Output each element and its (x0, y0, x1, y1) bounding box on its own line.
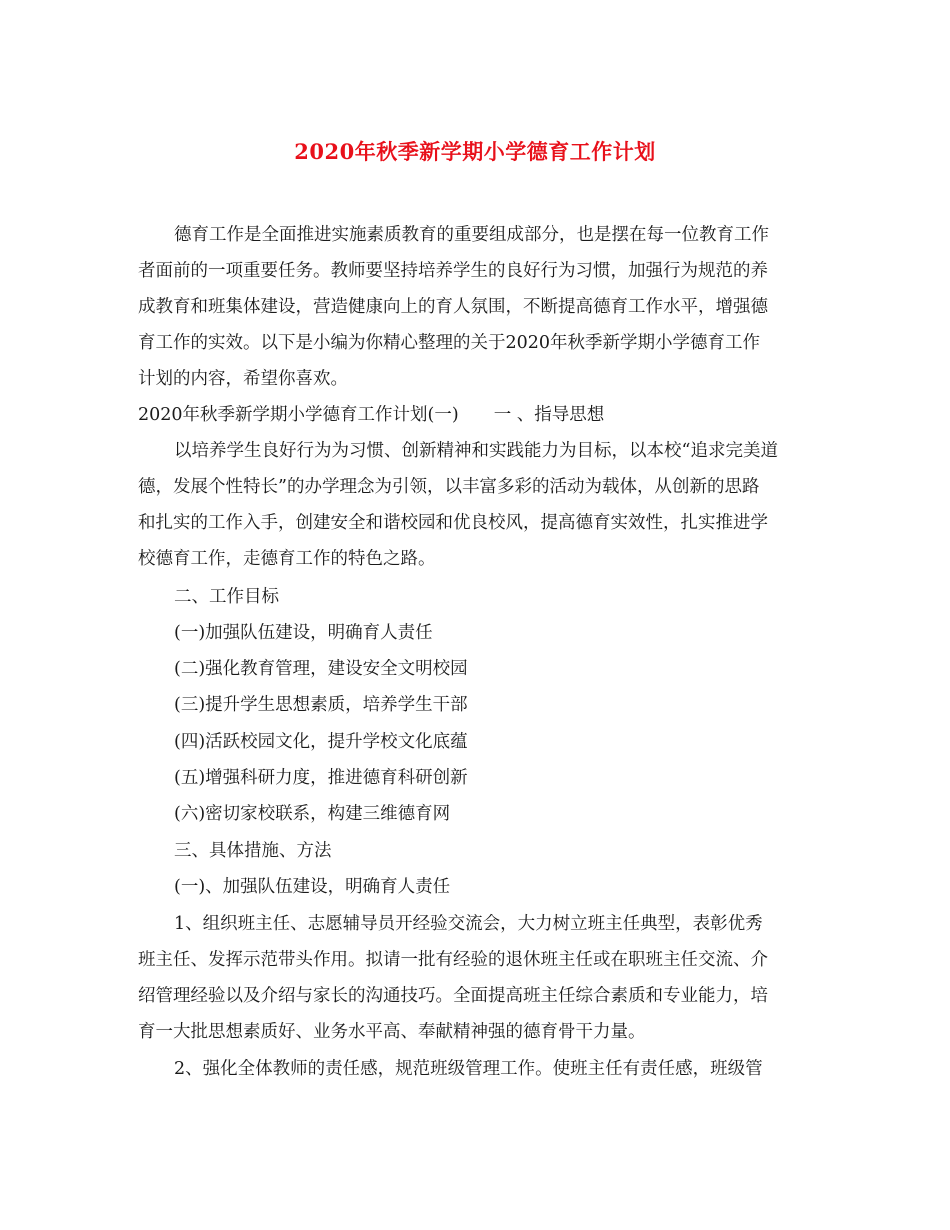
goal-item: (五)增强科研力度，推进德育科研创新 (174, 768, 468, 788)
goal-item: (一)加强队伍建设，明确育人责任 (174, 623, 433, 643)
goal-item: (四)活跃校园文化，提升学校文化底蕴 (174, 732, 468, 752)
paragraph-line: 绍管理经验以及介绍与家长的沟通技巧。全面提高班主任综合素质和专业能力，培 (138, 986, 768, 1006)
paragraph-line: 班主任、发挥示范带头作用。拟请一批有经验的退休班主任或在职班主任交流、介 (138, 950, 768, 970)
paragraph-line: 2、强化全体教师的责任感，规范班级管理工作。使班主任有责任感，班级管 (174, 1059, 763, 1079)
paragraph-line: 育工作的实效。以下是小编为你精心整理的关于2020年秋季新学期小学德育工作 (138, 333, 761, 353)
document-title: 2020年秋季新学期小学德育工作计划 (294, 139, 656, 164)
paragraph-line: 和扎实的工作入手，创建安全和谐校园和优良校风，提高德育实效性，扎实推进学 (138, 513, 768, 533)
paragraph-line: 者面前的一项重要任务。教师要坚持培养学生的良好行为习惯，加强行为规范的养 (138, 261, 768, 281)
paragraph-line: 育一大批思想素质好、业务水平高、奉献精神强的德育骨干力量。 (138, 1022, 646, 1042)
goal-item: (六)密切家校联系，构建三维德育网 (174, 804, 451, 824)
goal-item: (二)强化教育管理，建设安全文明校园 (174, 659, 468, 679)
paragraph-line: 德育工作是全面推进实施素质教育的重要组成部分，也是摆在每一位教育工作 (174, 225, 769, 245)
paragraph-line: 1、组织班主任、志愿辅导员开经验交流会，大力树立班主任典型，表彰优秀 (174, 914, 763, 934)
section-heading: 二、工作目标 (174, 587, 279, 607)
subsection-heading: (一)、加强队伍建设，明确育人责任 (174, 877, 451, 897)
paragraph-line: 成教育和班集体建设，营造健康向上的育人氛围，不断提高德育工作水平，增强德 (138, 297, 768, 317)
paragraph-line: 计划的内容，希望你喜欢。 (138, 369, 348, 389)
paragraph-line: 校德育工作，走德育工作的特色之路。 (138, 549, 436, 569)
paragraph-line: 德，发展个性特长”的办学理念为引领，以丰富多彩的活动为载体，从创新的思路 (138, 477, 760, 497)
goal-item: (三)提升学生思想素质，培养学生干部 (174, 695, 468, 715)
paragraph-line: 以培养学生良好行为为习惯、创新精神和实践能力为目标，以本校“追求完美道 (174, 441, 778, 461)
section-heading-line: 2020年秋季新学期小学德育工作计划(一) 一 、指导思想 (138, 405, 605, 425)
section-heading: 三、具体措施、方法 (174, 841, 332, 861)
